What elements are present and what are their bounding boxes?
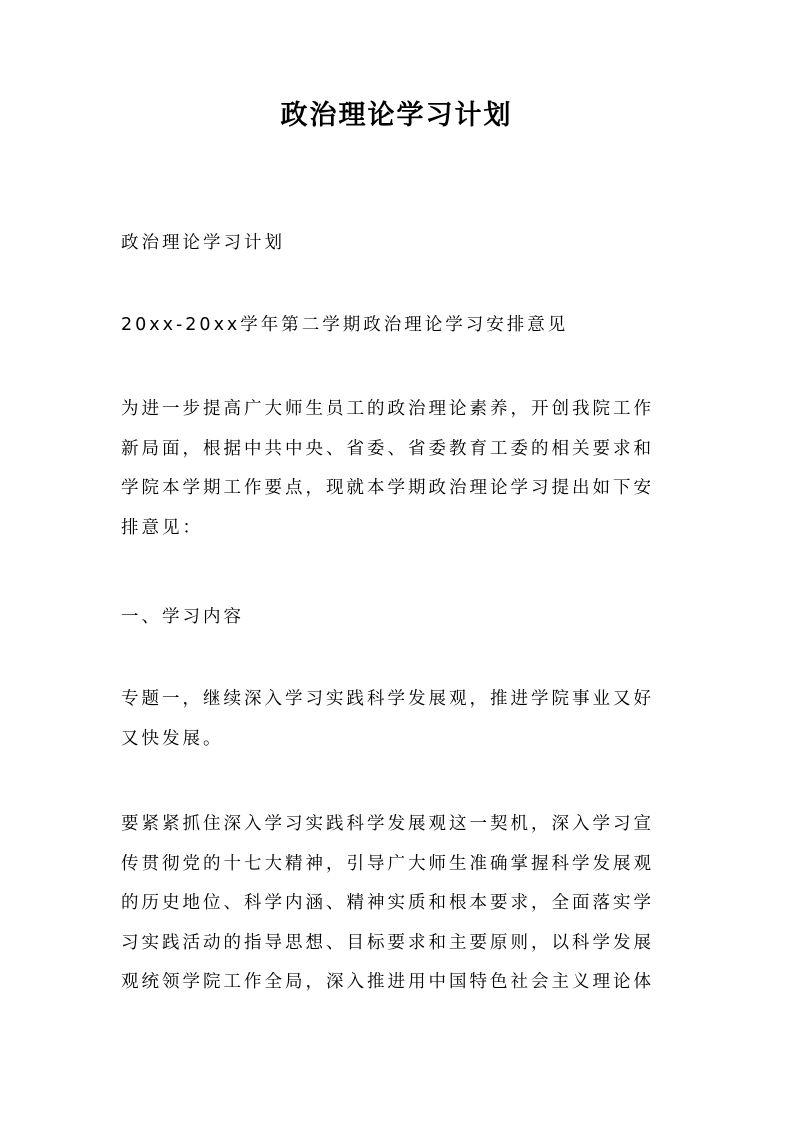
section-heading-text: 一、学习内容 (121, 607, 244, 627)
subtitle (121, 224, 673, 264)
paragraph-line: 又快发展。 (121, 728, 224, 749)
subtitle-text: 政治理论学习计划 (121, 233, 285, 253)
paragraph-line: 传贯彻党的十七大精神，引导广大师生准确掌握科学发展观 (121, 853, 654, 874)
paragraph-line: 专题一，继续深入学习实践科学发展观，推进学院事业又好 (121, 689, 654, 709)
detail-paragraph (121, 805, 673, 1003)
paragraph-line: 排意见： (121, 517, 203, 538)
paragraph-line: 为进一步提高广大师生员工的政治理论素养，开创我院工作 (121, 399, 654, 419)
paragraph-line: 的历史地位、科学内涵、精神实质和根本要求，全面落实学 (121, 893, 654, 913)
paragraph-line: 要紧紧抓住深入学习实践科学发展观这一契机，深入学习宣 (121, 814, 654, 834)
semester-heading (121, 306, 673, 346)
semester-heading-text: 20xx-20xx学年第二学期政治理论学习安排意见 (121, 315, 569, 335)
document-title: 政治理论学习计划 (280, 100, 513, 131)
intro-paragraph (121, 390, 673, 548)
paragraph-line: 习实践活动的指导思想、目标要求和主要原则，以科学发展 (121, 932, 654, 953)
paragraph-line: 观统领学院工作全局，深入推进用中国特色社会主义理论体 (121, 972, 654, 992)
paragraph-line: 学院本学期工作要点，现就本学期政治理论学习提出如下安 (121, 478, 654, 498)
section-heading (121, 598, 673, 638)
topic-paragraph (121, 680, 673, 759)
paragraph-line: 新局面，根据中共中央、省委、省委教育工委的相关要求和 (121, 438, 654, 459)
